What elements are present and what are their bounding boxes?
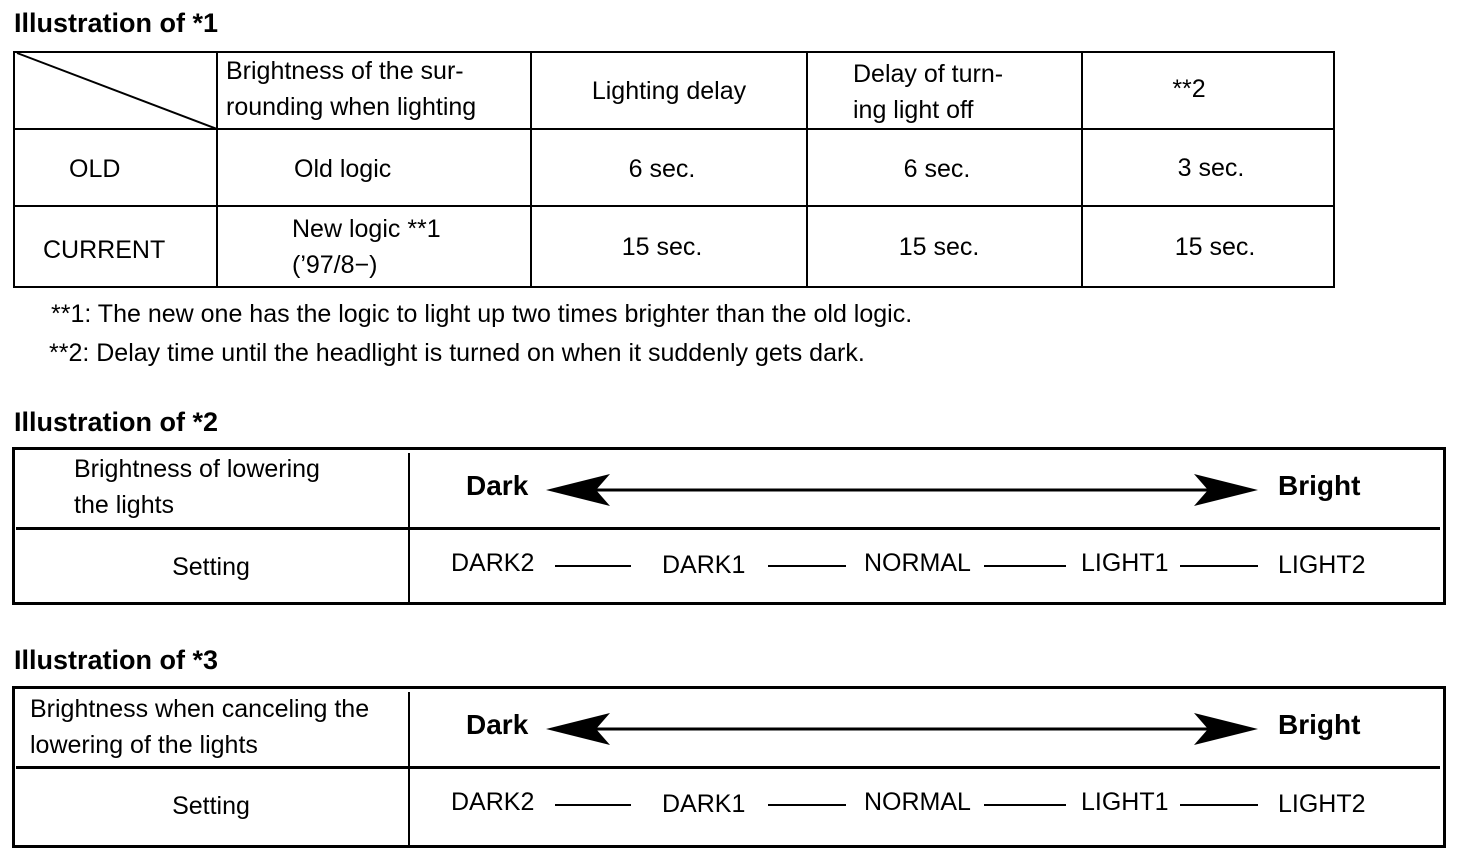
row-old-logic: Old logic	[294, 155, 392, 183]
row-current-logic-date: (’97/8−)	[292, 251, 378, 279]
scale2-level-light1: LIGHT1	[1081, 549, 1169, 577]
scale3-dark: Dark	[466, 709, 529, 740]
scale3-bright: Bright	[1278, 709, 1361, 740]
row-current-off-delay: 15 sec.	[898, 233, 980, 261]
scale3-level-dark2: DARK2	[451, 788, 535, 816]
dark-bright-double-arrow	[542, 710, 1262, 748]
section3-heading: Illustration of *3	[14, 645, 219, 675]
row-old-lighting-delay: 6 sec.	[628, 155, 696, 183]
dark-bright-double-arrow	[542, 471, 1262, 509]
scale3-label: Brightness when canceling the lowering of the lights	[30, 695, 370, 759]
header-delay2: **2	[1172, 75, 1206, 103]
section2-heading: Illustration of *2	[14, 407, 219, 437]
footnote-2: **2: Delay time until the headlight is turned on when it suddenly gets dark.	[49, 339, 865, 367]
header-off-delay: Delay of turn- ing light off	[853, 60, 1004, 124]
scale2-level-normal: NORMAL	[864, 549, 971, 577]
scale2-level-light2: LIGHT2	[1278, 551, 1366, 579]
row-old-label: OLD	[69, 155, 121, 183]
cancel-brightness-scale	[12, 686, 1446, 848]
row-old-delay2: 3 sec.	[1177, 154, 1245, 182]
scale2-level-dark2: DARK2	[451, 549, 535, 577]
row-current-label: CURRENT	[43, 236, 166, 264]
footnote-1: **1: The new one has the logic to light up two times brighter than the old logic.	[51, 300, 913, 328]
row-current-delay2: 15 sec.	[1174, 233, 1256, 261]
scale3-level-light1: LIGHT1	[1081, 788, 1169, 816]
row-current-logic: New logic **1	[292, 215, 441, 243]
header-brightness: Brightness of the sur- rounding when lighting	[226, 57, 477, 121]
row-current-lighting-delay: 15 sec.	[621, 233, 703, 261]
scale2-label: Brightness of lowering the lights	[74, 455, 320, 519]
scale3-level-normal: NORMAL	[864, 788, 971, 816]
header-lighting-delay: Lighting delay	[591, 77, 747, 105]
lowering-brightness-scale	[12, 447, 1446, 605]
scale2-bright: Bright	[1278, 470, 1361, 501]
row-old-off-delay: 6 sec.	[903, 155, 971, 183]
scale3-level-light2: LIGHT2	[1278, 790, 1366, 818]
scale2-level-dark1: DARK1	[662, 551, 746, 579]
scale3-setting-label: Setting	[172, 792, 250, 820]
section1-heading: Illustration of *1	[14, 8, 219, 38]
scale2-setting-label: Setting	[172, 553, 250, 581]
delay-table	[13, 51, 1335, 288]
scale3-level-dark1: DARK1	[662, 790, 746, 818]
scale2-dark: Dark	[466, 470, 529, 501]
diagonal-header-divider	[13, 51, 218, 130]
